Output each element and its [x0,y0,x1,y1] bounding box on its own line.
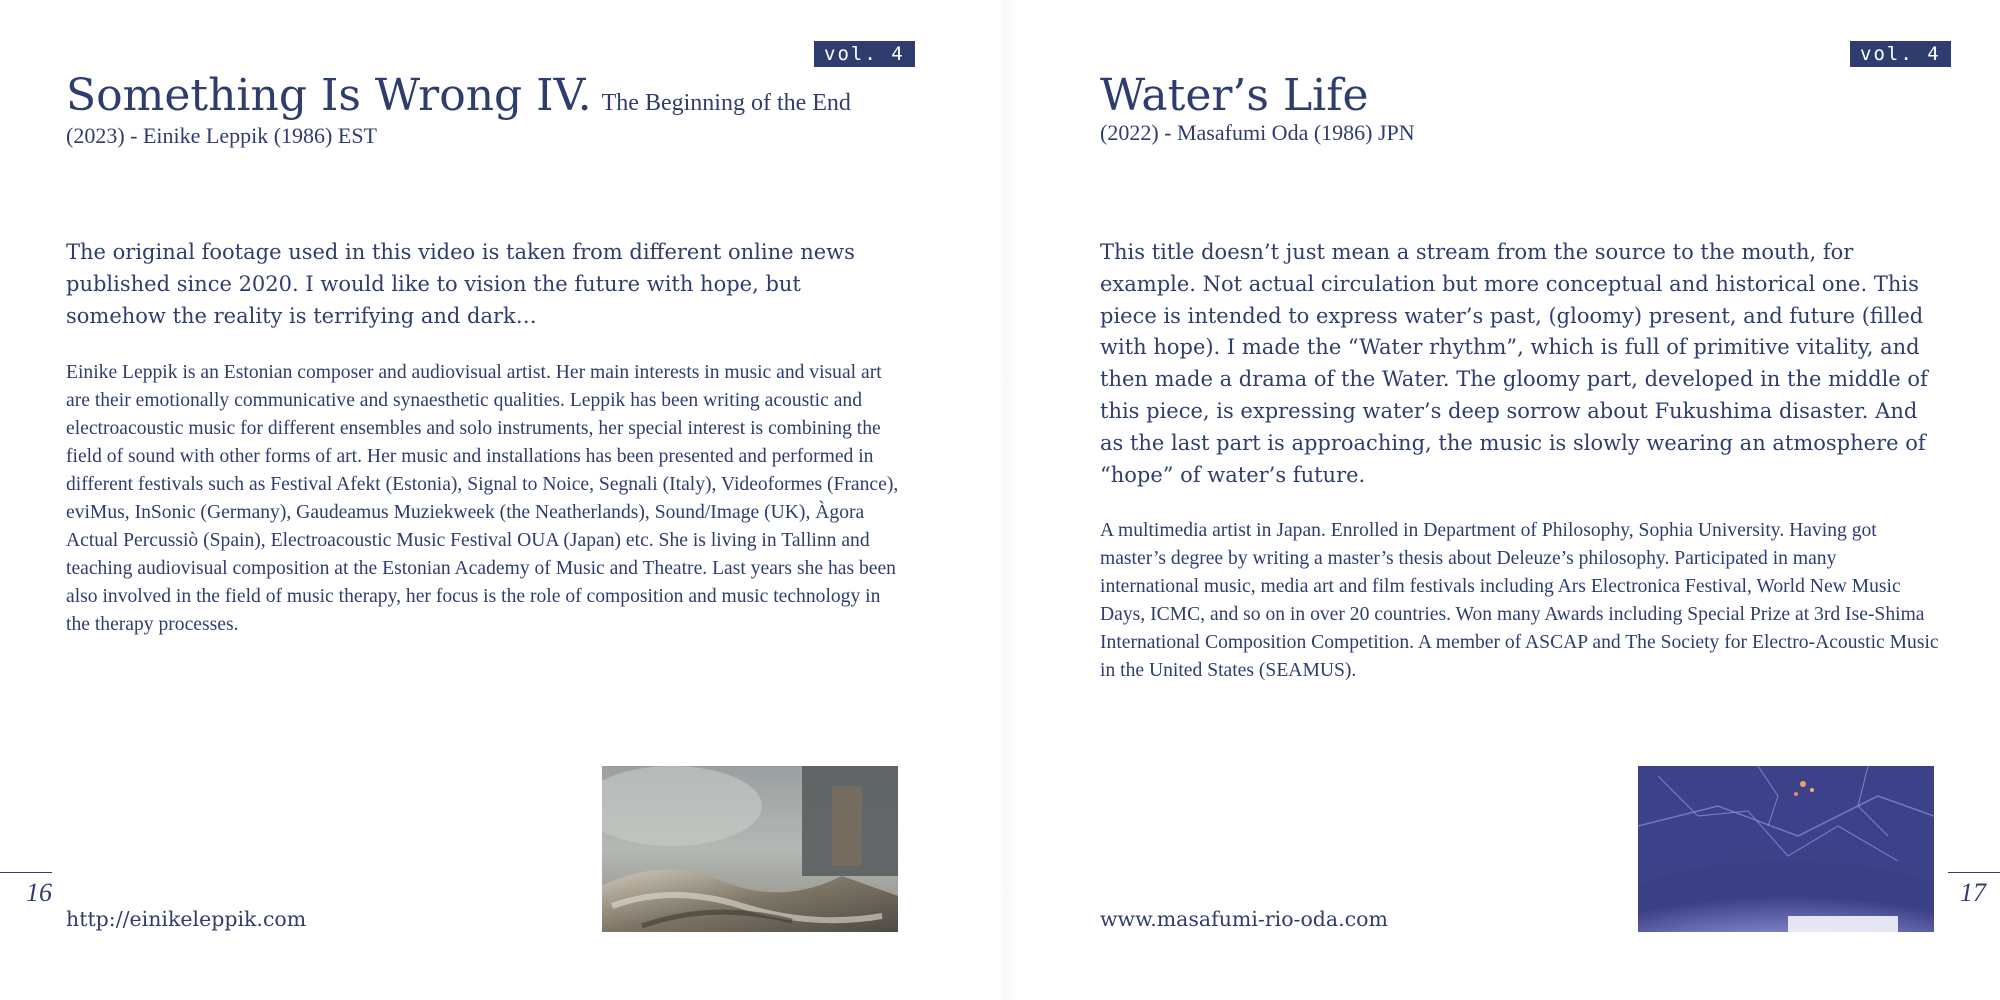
video-still-image [602,766,898,932]
work-credit: (2023) - Einike Leppik (1986) EST [66,123,377,148]
volume-badge: vol. 4 [814,41,915,67]
work-title: Something Is Wrong IV. [66,70,592,121]
work-subtitle: The Beginning of the End [601,90,851,116]
video-still [1638,766,1934,932]
work-heading [66,68,851,124]
work-heading [1100,68,1369,124]
composer-bio: A multimedia artist in Japan. Enrolled in Department of Philosophy, Sophia University. Having got master’s degree by writing a master’s thesis about Deleuze’s philosophy. Participated in many international music, media art and film festivals including Ars Electronica Festival, World New Music Days, ICMC, and so on in over 20 countries. Won many Awards including Special Prize at 3rd Ise-Shima International Composition Competition. A member of ASCAP and The Society for Electro-Acoustic Music in the United States (SEAMUS). [1100,520,1939,681]
program-note: The original footage used in this video is taken from different online news published since 2020. I would like to vision the future with hope, but somehow the reality is terrifying and dark… [66,240,855,328]
volume-badge: vol. 4 [1850,41,1951,67]
page-number: 16 [26,878,52,907]
work-title: Water’s Life [1100,70,1369,121]
work-credit: (2022) - Masafumi Oda (1986) JPN [1100,120,1415,145]
artist-website-link[interactable]: http://einikeleppik.com [66,907,307,931]
page-number: 17 [1960,878,1986,907]
composer-bio: Einike Leppik is an Estonian composer and audiovisual artist. Her main interests in music and visual art are their emotionally communicative and synaesthetic qualities. Leppik has been writing acoustic and electroacoustic music for different ensembles and solo instruments, her special interest is combining the field of sound with other forms of art. Her music and installations has been presented and performed in different festivals such as Festival Afekt (Estonia), Signal to Noice, Segnali (Italy), Videoformes (France), eviMus, InSonic (Germany), Gaudeamus Muziekweek (the Neatherlands), Sound/Image (UK), Àgora Actual Percussiò (Spain), Electroacoustic Music Festival OUA (Japan) etc. She is living in Tallinn and teaching audiovisual composition at the Estonian Academy of Music and Theatre. Last years she has been also involved in the field of music therapy, her focus is the role of composition and music technology in the therapy processes. [66,362,899,635]
video-still [602,766,898,932]
book-spine [998,0,1016,1000]
artist-website-link[interactable]: www.masafumi-rio-oda.com [1100,907,1388,931]
page-number-rule [0,872,52,873]
page-number-rule [1948,872,2000,873]
program-note: This title doesn’t just mean a stream from the source to the mouth, for example. Not actual circulation but more conceptual and historical one. This piece is intended to express water’s past, (gloomy) present, and future (filled with hope). I made the “Water rhythm”, which is full of primitive vitality, and then made a drama of the Water. The gloomy part, developed in the middle of this piece, is expressing water’s deep sorrow about Fukushima disaster. And as the last part is approaching, the music is slowly wearing an atmosphere of “hope” of water’s future. [1100,240,1928,487]
video-still-image [1638,766,1934,932]
